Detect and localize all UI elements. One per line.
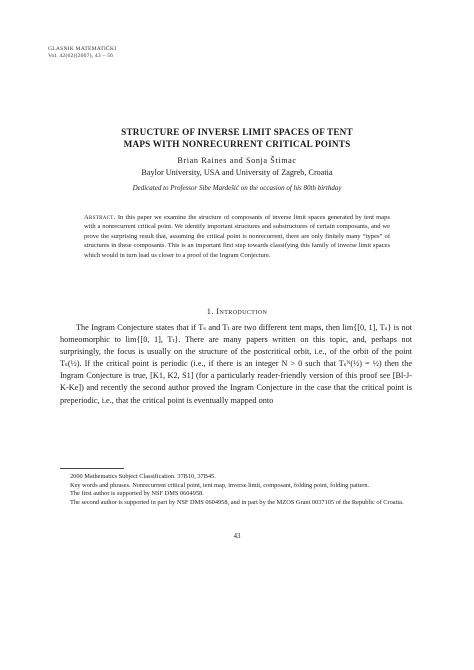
paper-dedication: Dedicated to Professor Sibe Mardešić on the occasion of his 80th birthday [132,184,342,192]
abstract-block [84,213,390,260]
journal-header [48,46,116,60]
body-paragraph: The Ingram Conjecture states that if Tₛ and Tₜ are two different tent maps, then lim{[0, 1], Tₛ} is not homeomorphic to lim{[0, 1], Tₜ}. There are many papers written on this topic, and, perhaps not surprisingly, the focus is usually on the structure of the postcritical orbit, i.e., of the orbit of the point Tₛ(½). If the critical point is periodic (i.e., if there is an integer N > 0 such that Tₛᴺ(½) = ½) then the Ingram Conjecture is true, [K1, K2, S1] (for a particularly reader-friendly version of this proof see [Bl-J-K-Ke]) and recently the second author proved the Ingram Conjecture in the case that the critical point is preperiodic, i.e., that the critical point is eventually mapped onto [60,323,412,405]
journal-volume: Vol. 42(62)(2007), 43 – 56 [48,53,114,59]
footnote-rule [60,468,124,469]
footnote-msc: 2000 Mathematics Subject Classification. 37B10, 37B45. [70,473,216,480]
title-line-1: STRUCTURE OF INVERSE LIMIT SPACES OF TENT [121,127,353,137]
abstract-label: Abstract. [84,214,116,221]
footnote-keywords: Key words and phrases. Nonrecurrent critical point, tent map, inverse limit, composant, folding point, folding pattern. [70,481,370,489]
paper-authors: Brian Raines and Sonja Štimac [177,156,297,165]
section-heading: 1. Introduction [206,307,268,316]
paper-title [60,126,414,150]
page-number: 43 [233,533,241,540]
journal-name: GLASNIK MATEMATIČKI [48,46,117,52]
title-line-2: MAPS WITH NONRECURRENT CRITICAL POINTS [123,139,351,149]
footnote-funding-1: The first author is supported by NSF DMS 0604958. [70,490,204,498]
footnotes [60,473,412,507]
footnote-funding-2: The second author is supported in part by NSF DMS 0604958, and in part by the MZOS Grant 0037105 of the Republic of Croatia. [70,498,404,506]
paper-affiliation: Baylor University, USA and University of Zagreb, Croatia [141,168,333,177]
body-text [60,322,412,407]
abstract-text: In this paper we examine the structure of composants of inverse limit spaces generated by tent maps with a nonrecurrent critical point. We identify important structures and substructures of certain composants, and we prove the surprising result that, assuming the critical point is nonrecurrent, there are only finitely many “types” of structures in these composants. This is an important first step towards classifying this family of inverse limit spaces which would in turn lead us closer to a proof of the Ingram Conjecture. [84,214,390,259]
